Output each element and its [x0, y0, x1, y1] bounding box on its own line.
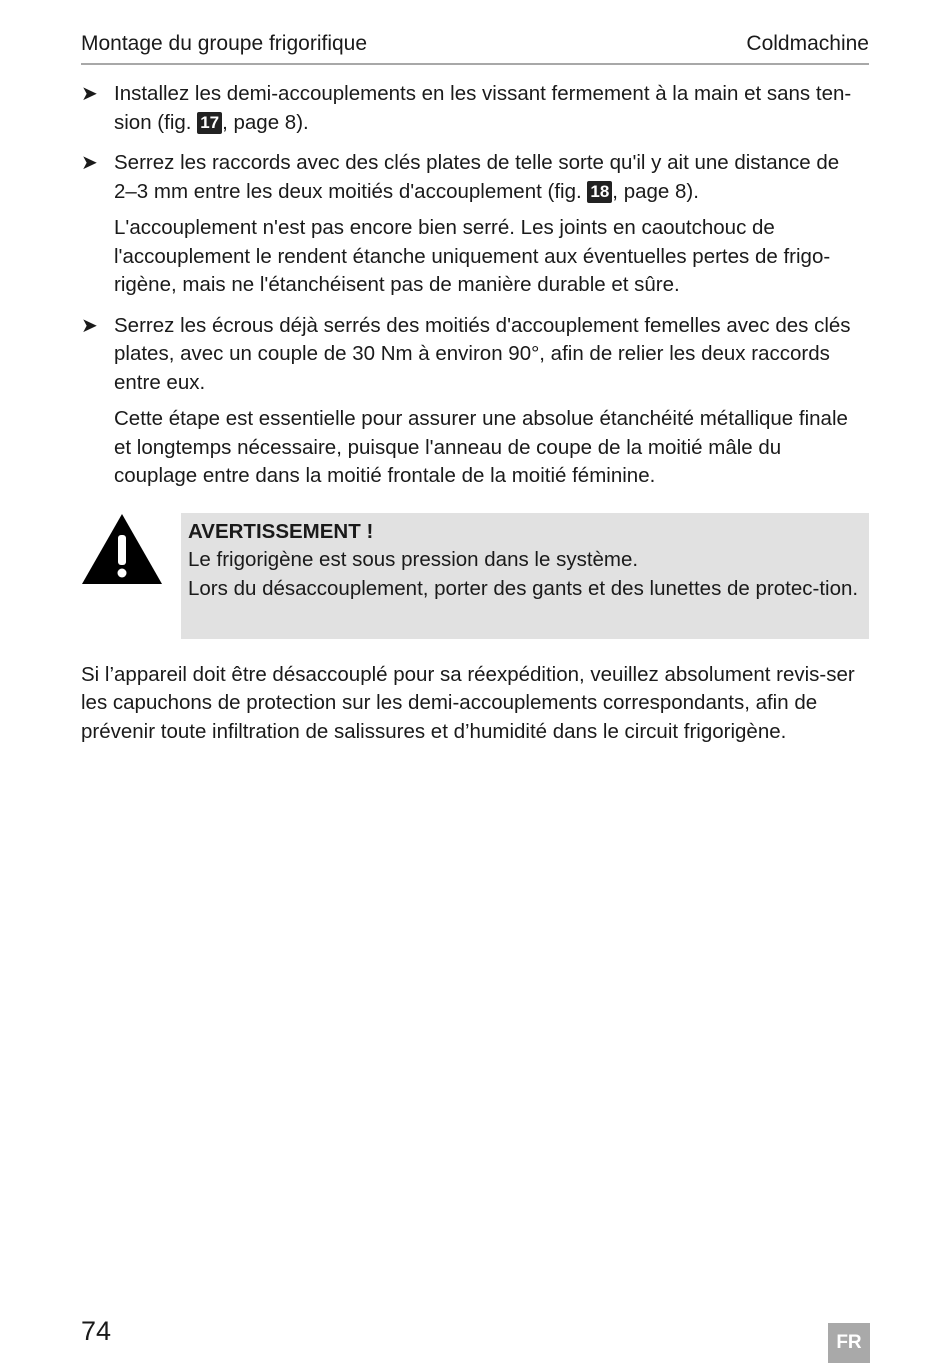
figure-reference-badge: 18 — [587, 181, 612, 203]
step-text: , page 8). — [612, 179, 699, 203]
page-header — [81, 30, 869, 65]
warning-box — [181, 513, 869, 639]
warning-block — [81, 513, 869, 639]
instruction-step-3 — [81, 312, 869, 398]
step-note: L'accouplement n'est pas encore bien serré. Les joints en caoutchouc de l'accouplement le rendent étanche uniquement aux éventuelles pertes de frigo-rigène, mais ne l'étanchéisent pas de manière durable et sûre. — [114, 216, 831, 296]
page-number: 74 — [81, 1316, 112, 1346]
warning-text: Lors du désaccouplement, porter des gants et des lunettes de protec-tion. — [188, 576, 859, 600]
arrow-bullet-icon: ➤ — [81, 152, 98, 174]
closing-paragraph: Si l’appareil doit être désaccouplé pour sa réexpédition, veuillez absolument revis-ser les capuchons de protection sur les demi-accouplements correspondants, afin de prévenir toute infiltration de salissures et d’humidité dans le circuit frigorigène. — [81, 662, 855, 743]
instruction-step-1 — [81, 80, 869, 137]
step-text: Serrez les écrous déjà serrés des moitiés d'accouplement femelles avec des clés plates, avec un couple de 30 Nm à environ 90°, afin de relier les deux raccords entre eux. — [114, 313, 851, 394]
step-text: 2–3 mm entre les deux moitiés d'accouplement (fig. — [114, 179, 582, 203]
page-content — [81, 80, 869, 746]
warning-title: AVERTISSEMENT ! — [188, 519, 374, 543]
arrow-bullet-icon: ➤ — [81, 314, 98, 337]
step-text: Installez les demi-accouplements en les vissant fermement à la main et sans ten- — [114, 82, 852, 105]
step-text: Serrez les raccords avec des clés plates de telle sorte qu'il y ait une distance de — [114, 151, 840, 174]
warning-triangle-icon — [81, 513, 163, 585]
step-text: , page 8). — [222, 110, 309, 134]
figure-reference-badge: 17 — [197, 112, 222, 134]
header-product-name: Coldmachine — [746, 32, 869, 55]
language-badge: FR — [828, 1323, 870, 1363]
step-note: Cette étape est essentielle pour assurer une absolue étanchéité métallique finale et longtemps nécessaire, puisque l'anneau de coupe de la moitié mâle du couplage entre dans la moitié frontale de la moitié féminine. — [114, 407, 848, 487]
instruction-step-2 — [81, 149, 869, 206]
arrow-bullet-icon: ➤ — [81, 83, 98, 105]
header-section-title: Montage du groupe frigorifique — [81, 32, 368, 55]
step-text: sion (fig. — [114, 110, 192, 134]
warning-text: Le frigorigène est sous pression dans le système. — [188, 548, 639, 571]
